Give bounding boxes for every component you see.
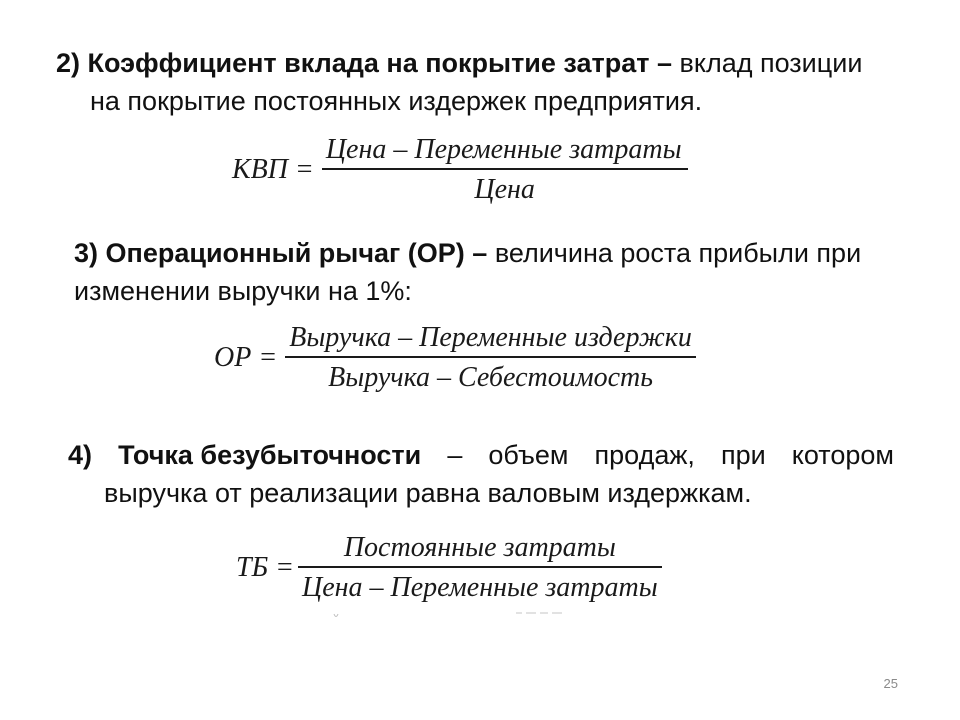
item-term: 3) Операционный рычаг (ОР) – [74,238,488,268]
formula-denominator: Цена [474,174,535,205]
item-definition-cont: выручка от реализации равна валовым издержкам. [104,478,752,508]
formula-numerator: Выручка – Переменные издержки [285,322,696,358]
formula-denominator: Цена – Переменные затраты [301,572,658,603]
item-word: при [720,440,766,470]
item-definition: величина роста прибыли при изменении выручки на 1%: [74,238,862,306]
formula-lhs: ТБ = [236,552,294,583]
formula-kvp [232,134,688,206]
cropped-artifact [330,612,570,622]
formula-lhs: КВП = [232,154,314,185]
item-definition: вклад позиции [671,48,863,78]
formula-numerator: Постоянные затраты [298,532,662,568]
formula-fraction [322,134,688,206]
item-word: объем [488,440,569,470]
item-word: продаж, [594,440,695,470]
formula-fraction [285,322,696,394]
item-operating-leverage [74,234,934,310]
item-break-even-point [68,436,894,512]
item-word: котором [791,440,894,470]
item-number: 4) [68,440,93,470]
item-term: 2) Коэффициент вклада на покрытие затрат – [56,48,672,78]
formula-tb [236,532,658,604]
formula-op [214,322,696,394]
formula-numerator: Цена – Переменные затраты [322,134,688,170]
item-contribution-margin-ratio [56,44,916,120]
formula-lhs: ОР = [214,342,278,373]
page-number: 25 [883,676,898,691]
item-dash: – [447,440,463,470]
item-first-line [68,436,894,474]
formula-fraction [302,532,658,604]
item-term: Точка безубыточности [118,440,422,470]
item-definition-cont: на покрытие постоянных издержек предприятия. [90,86,703,116]
formula-denominator: Выручка – Себестоимость [328,362,653,393]
